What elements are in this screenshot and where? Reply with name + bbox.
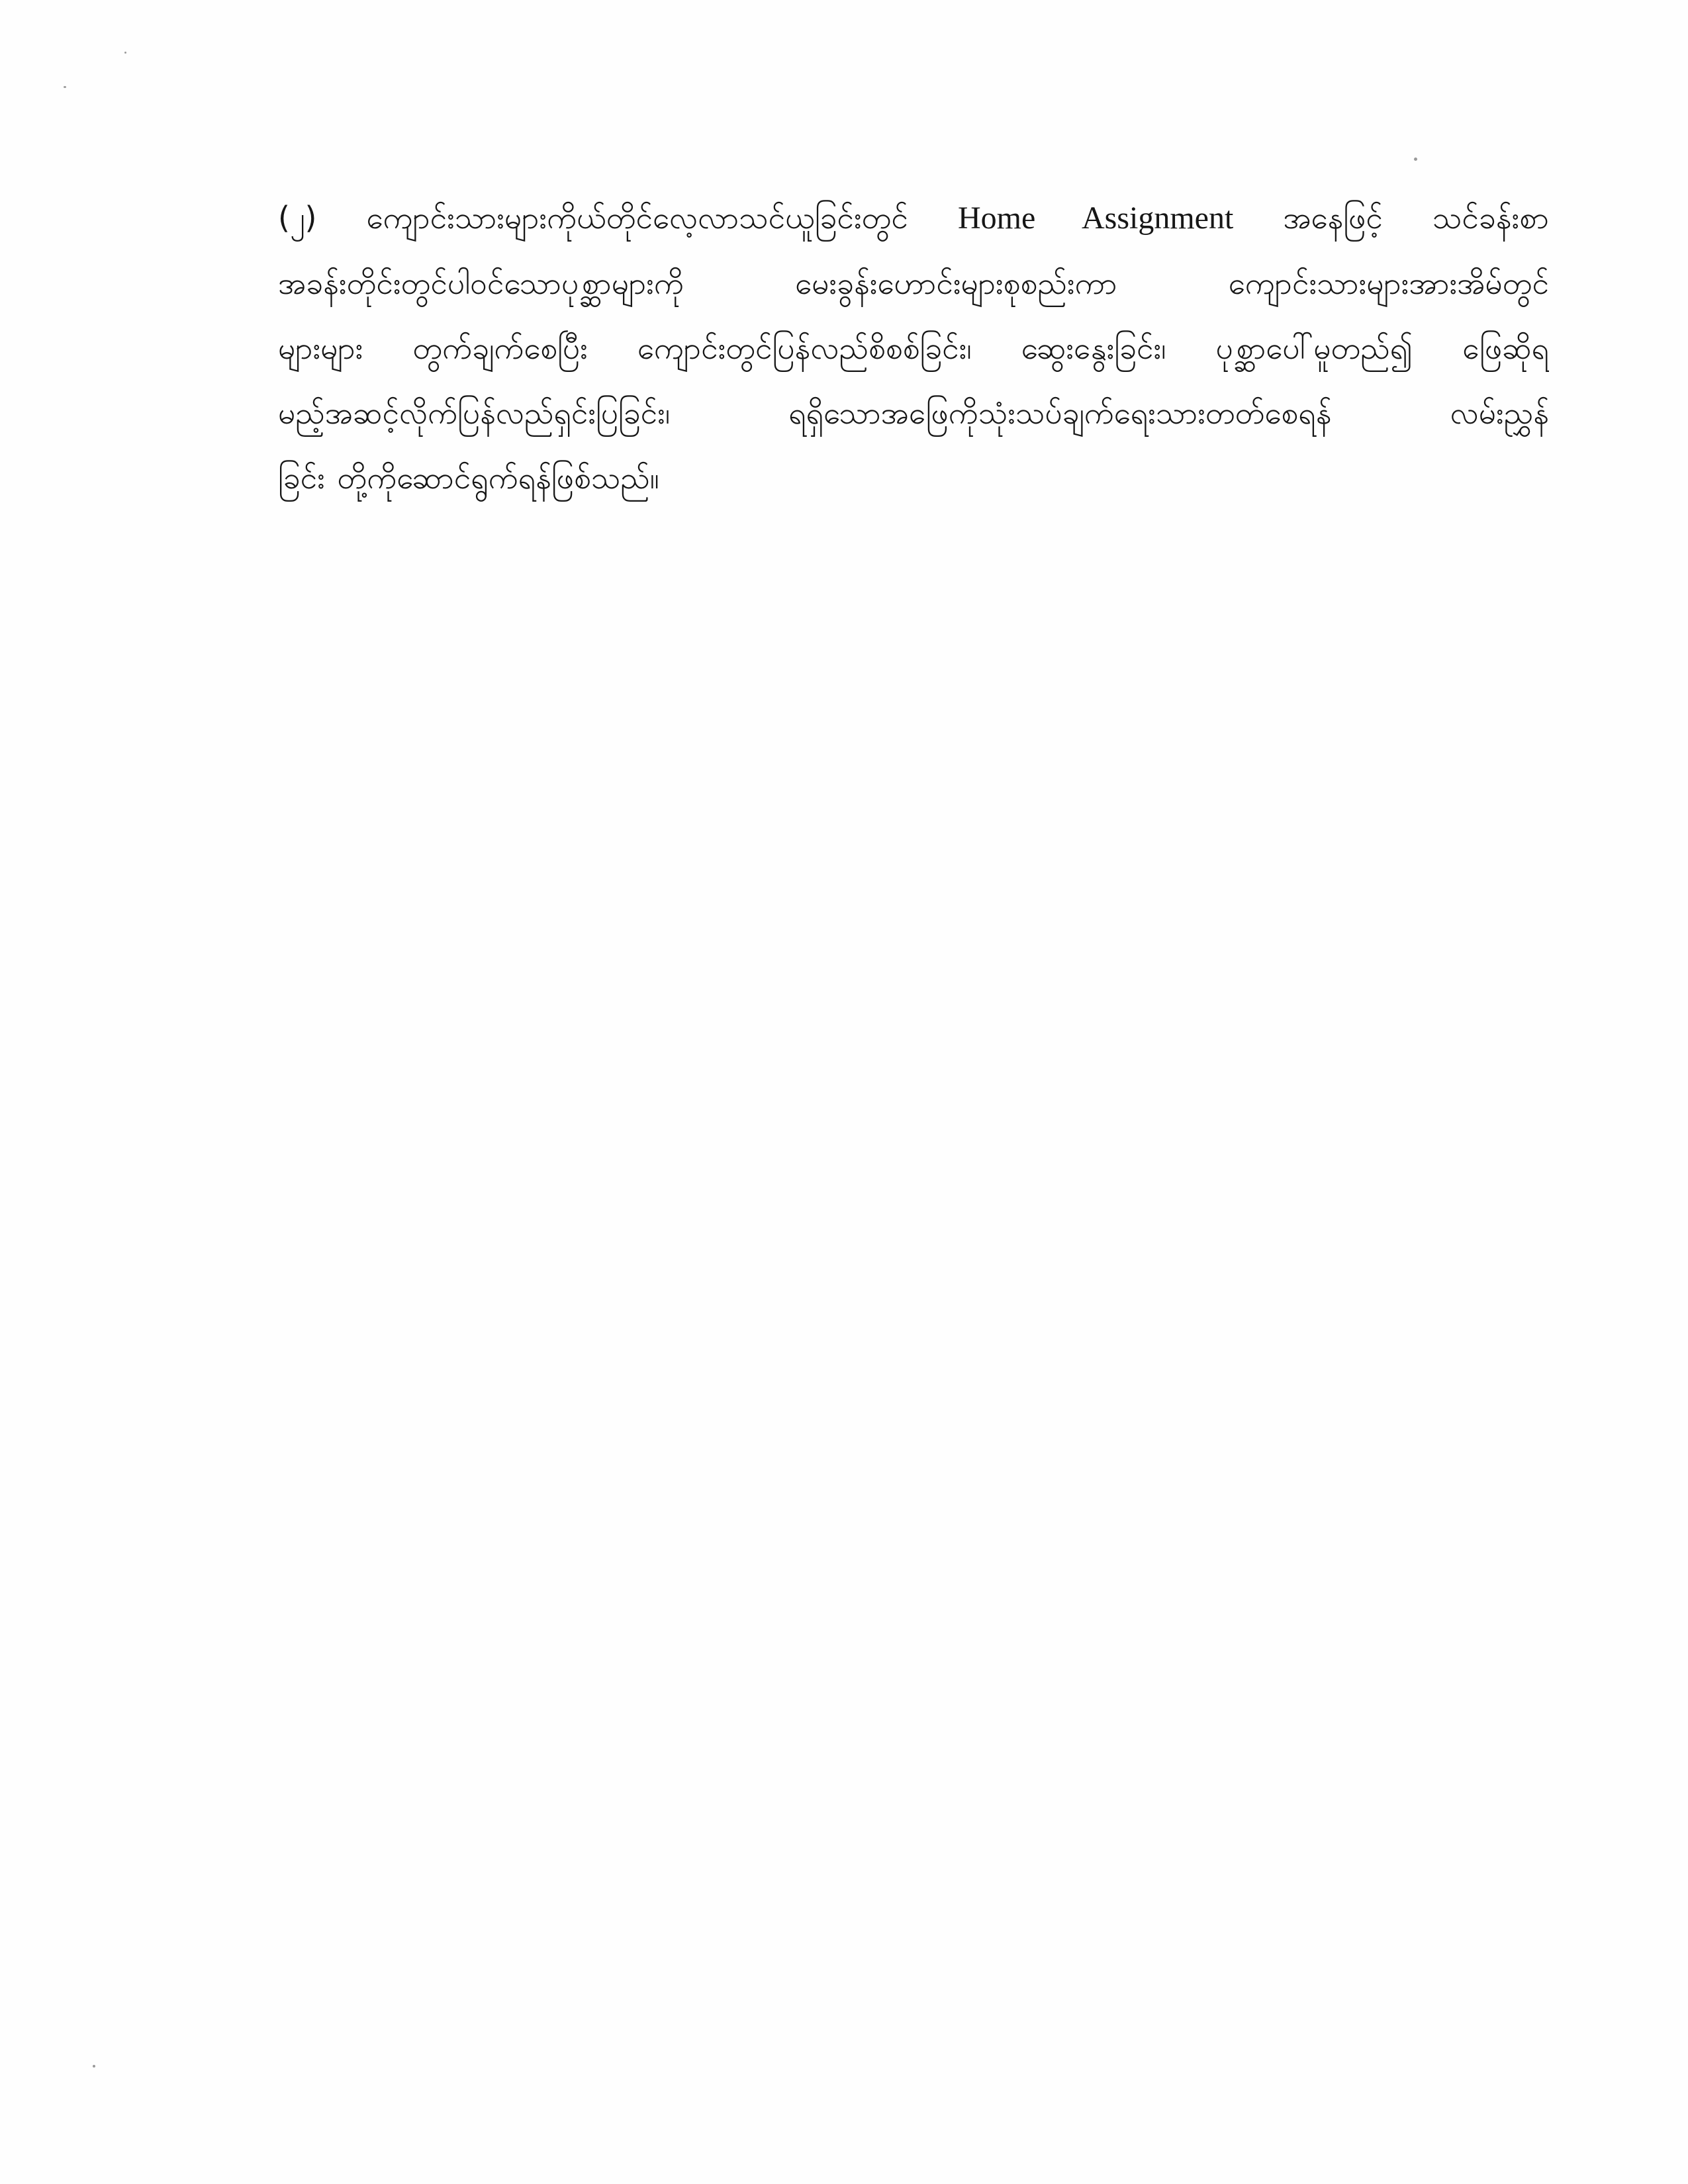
paragraph-line	[278, 185, 1549, 251]
scan-speck	[64, 86, 66, 88]
paragraph-line: အခန်းတိုင်းတွင်ပါဝင်သောပုစ္ဆာများကို မေးခွန်းဟောင်းများစုစည်းကာ ကျောင်းသားများအားအိမ်တွင်	[278, 265, 1549, 301]
scan-speck	[124, 52, 126, 54]
line-latin-text: Home Assignment	[957, 201, 1234, 236]
line-text: အနေဖြင့် သင်ခန်းစာ	[1233, 200, 1549, 236]
paragraph-line: များများ တွက်ချက်စေပြီး ကျောင်းတွင်ပြန်လည်စိစစ်ခြင်း၊ ဆွေးနွေးခြင်း၊ ပုစ္ဆာပေါ်မူတည်၍ ဖြေဆိုရ	[278, 330, 1549, 366]
line-text: (၂) ကျောင်းသားများကိုယ်တိုင်လေ့လာသင်ယူခြင်းတွင်	[278, 200, 958, 236]
paragraph-line: ခြင်း တို့ကိုဆောင်ရွက်ရန်ဖြစ်သည်။	[278, 460, 659, 496]
paragraph-line: မည့်အဆင့်လိုက်ပြန်လည်ရှင်းပြခြင်း၊ ရရှိသောအဖြေကိုသုံးသပ်ချက်ရေးသားတတ်စေရန် လမ်းညွှန်	[278, 395, 1549, 431]
scan-speck	[1414, 158, 1417, 161]
scan-speck	[93, 2065, 95, 2068]
body-paragraph	[278, 185, 1549, 510]
